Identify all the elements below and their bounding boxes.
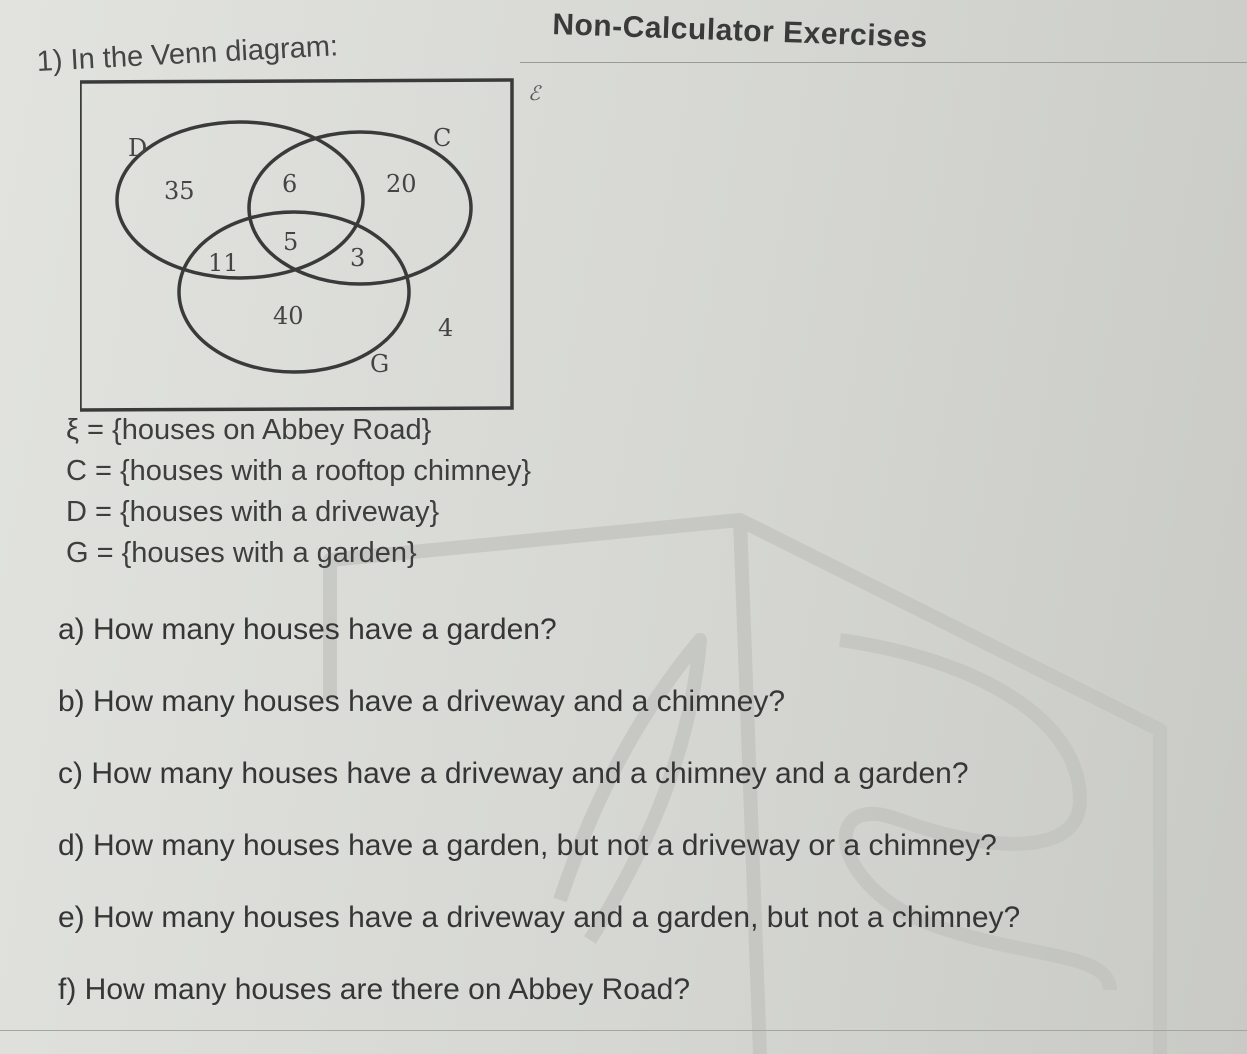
question-d: d) How many houses have a garden, but not a driveway or a chimney? <box>58 829 997 862</box>
question-f: f) How many houses are there on Abbey Road? <box>58 973 691 1006</box>
bottom-divider <box>0 1030 1247 1031</box>
definition-d: D = {houses with a driveway} <box>66 496 440 528</box>
definition-universal: ξ = {houses on Abbey Road} <box>66 414 432 446</box>
definition-g: G = {houses with a garden} <box>66 537 417 569</box>
region-g-only: 40 <box>273 302 304 330</box>
question-list <box>58 608 1020 1040</box>
set-definitions <box>66 410 531 574</box>
region-c-only: 20 <box>386 170 417 198</box>
title-divider <box>520 62 1247 63</box>
region-d-only: 35 <box>164 177 195 205</box>
exercise-intro: 1) In the Venn diagram: <box>36 30 339 78</box>
universal-set-symbol: ℰ <box>528 81 541 105</box>
question-a: a) How many houses have a garden? <box>58 613 557 646</box>
venn-diagram <box>80 70 560 420</box>
set-g-label: G <box>370 350 390 378</box>
region-d-and-c: 6 <box>282 170 298 198</box>
question-c: c) How many houses have a driveway and a chimney and a garden? <box>58 757 969 790</box>
page-title: Non-Calculator Exercises <box>551 8 929 55</box>
region-d-c-g: 5 <box>283 228 299 256</box>
definition-c: C = {houses with a rooftop chimney} <box>66 455 532 487</box>
region-c-and-g: 3 <box>350 244 366 272</box>
question-e: e) How many houses have a driveway and a garden, but not a chimney? <box>58 901 1021 934</box>
region-d-and-g: 11 <box>208 249 239 277</box>
set-c-label: C <box>433 124 452 152</box>
set-d-ellipse <box>117 122 366 278</box>
set-d-label: D <box>128 134 148 162</box>
question-b: b) How many houses have a driveway and a chimney? <box>58 685 786 718</box>
region-none: 4 <box>438 314 454 342</box>
